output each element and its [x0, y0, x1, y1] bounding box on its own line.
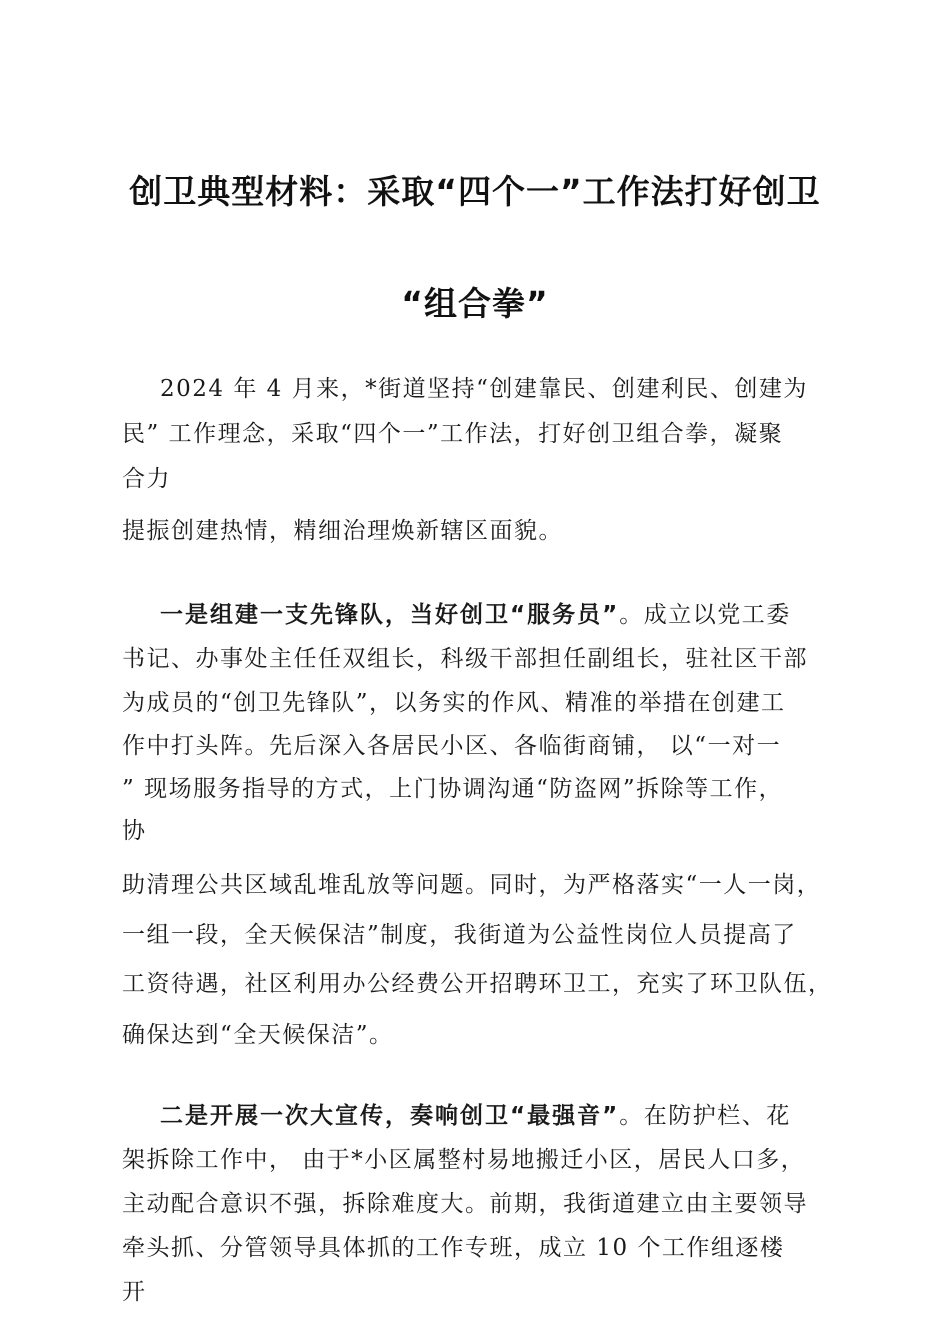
intro-line: 提振创建热情，精细治理焕新辖区面貌。 [122, 518, 563, 544]
section-2-first-line [160, 1101, 791, 1131]
section-1-line: 一组一段，全天候保洁”制度，我街道为公益性岗位人员提高了 [122, 922, 797, 948]
section-2-heading: 二是开展一次大宣传，奏响创卫“最强音” [160, 1103, 620, 1129]
section-1-heading-tail: 。成立以党工委 [619, 602, 791, 628]
section-1-line: 确保达到“全天候保洁”。 [122, 1022, 394, 1048]
section-2-heading-tail: 。在防护栏、花 [619, 1103, 791, 1129]
document-title-line-2: “组合拳” [401, 284, 549, 323]
section-1-line: 工资待遇，社区利用办公经费公开招聘环卫工，充实了环卫队伍， [122, 971, 833, 997]
section-1-line: 书记、办事处主任任双组长，科级干部担任副组长，驻社区干部 [122, 646, 808, 672]
section-1-line: 协 [122, 818, 147, 844]
section-2-line: 开 [122, 1279, 147, 1305]
section-1-first-line [160, 600, 791, 630]
intro-line: 合力 [122, 466, 171, 492]
document-title-line-1: 创卫典型材料：采取“四个一”工作法打好创卫 [129, 172, 821, 211]
section-1-line: 作中打头阵。先后深入各居民小区、各临街商铺， 以“一对一 [122, 733, 782, 759]
section-1-heading: 一是组建一支先锋队，当好创卫“服务员” [160, 602, 620, 628]
section-1-line: ” 现场服务指导的方式，上门协调沟通“防盗网”拆除等工作， [122, 776, 784, 802]
section-2-line: 主动配合意识不强，拆除难度大。前期，我街道建立由主要领导 [122, 1191, 808, 1217]
section-1-line: 助清理公共区域乱堆乱放等问题。同时，为严格落实“一人一岗， [122, 872, 822, 898]
intro-line: 民” 工作理念，采取“四个一”工作法，打好创卫组合拳，凝聚 [122, 421, 784, 447]
section-2-line: 牵头抓、分管领导具体抓的工作专班，成立 10 个工作组逐楼 [122, 1235, 785, 1261]
intro-line: 2024 年 4 月来，*街道坚持“创建靠民、创建利民、创建为 [160, 376, 808, 402]
section-1-line: 为成员的“创卫先锋队”，以务实的作风、精准的举措在创建工 [122, 690, 786, 716]
section-2-line: 架拆除工作中， 由于*小区属整村易地搬迁小区，居民人口多， [122, 1147, 806, 1173]
